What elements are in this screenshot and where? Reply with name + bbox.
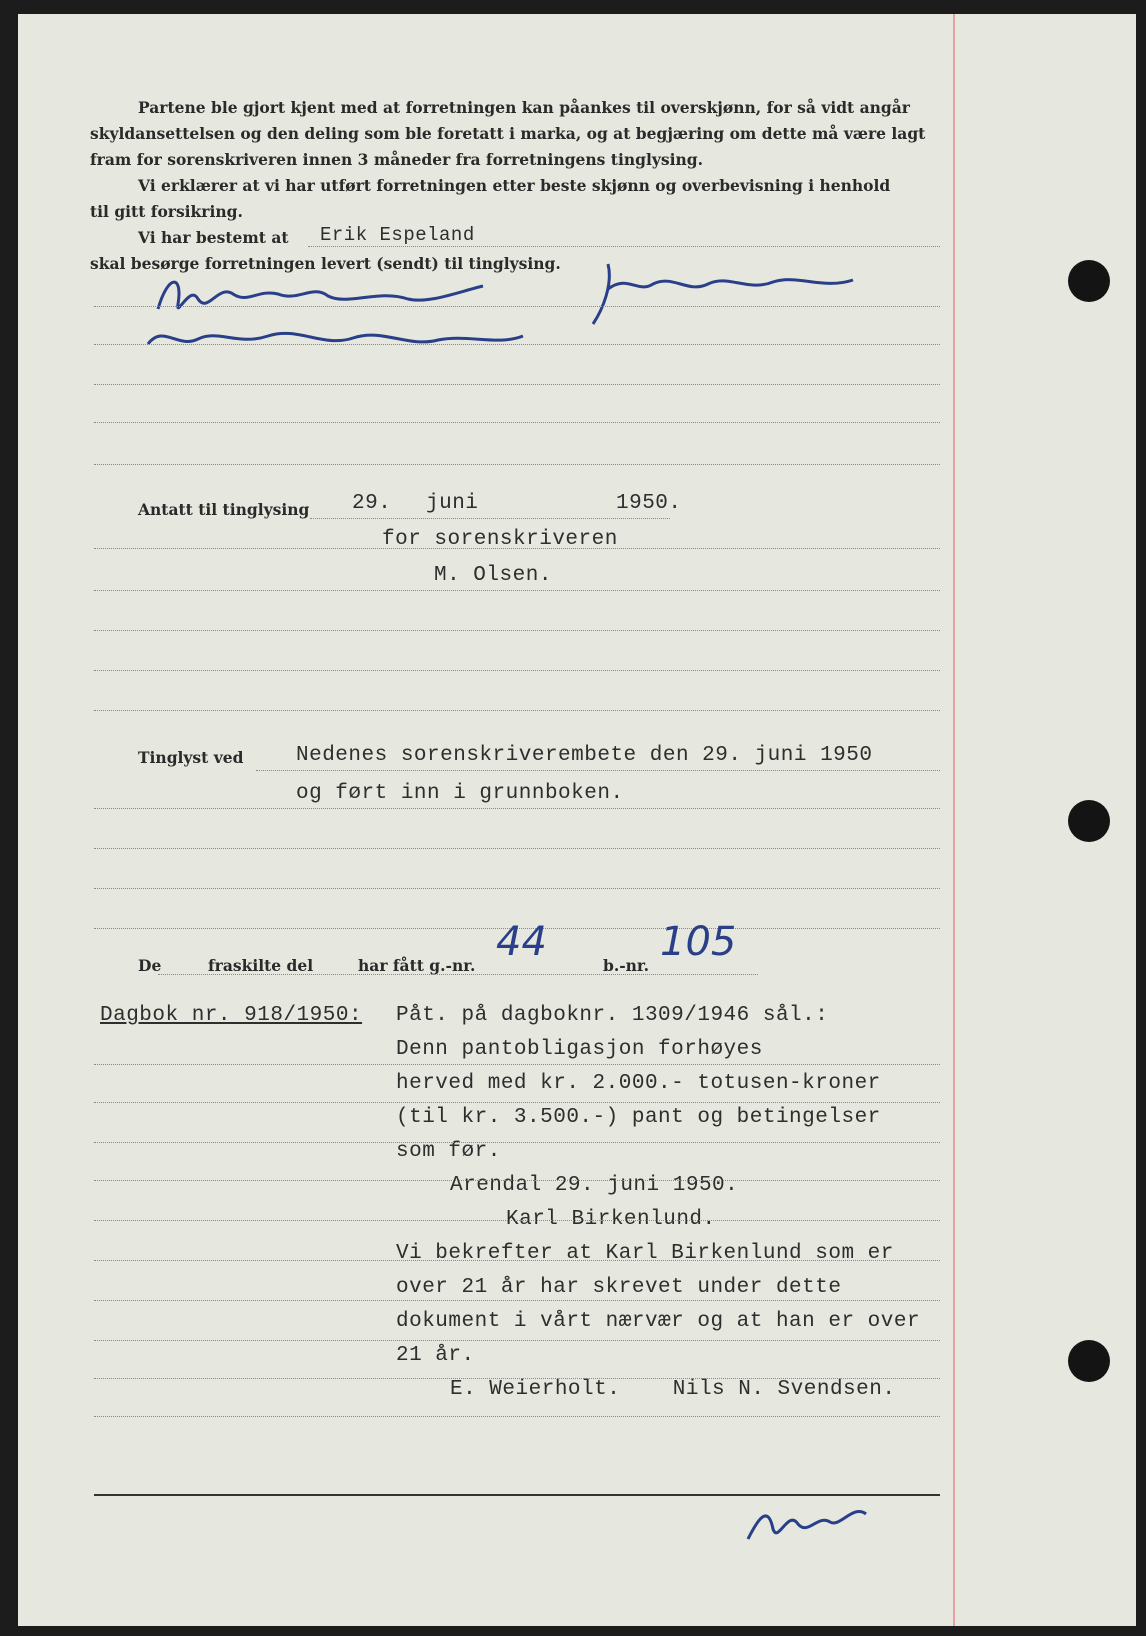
dagbok-line: Denn pantobligasjon forhøyes <box>396 1038 763 1061</box>
dotted-rule <box>94 344 940 345</box>
dotted-rule <box>94 1300 940 1301</box>
dotted-rule <box>310 518 670 519</box>
dotted-rule <box>94 306 940 307</box>
antatt-sorenskriver: for sorenskriveren <box>382 528 618 551</box>
dotted-rule <box>94 808 940 809</box>
punch-hole <box>1068 1340 1110 1382</box>
dotted-rule <box>94 422 940 423</box>
dagbok-label: Dagbok nr. 918/1950: <box>100 1004 363 1027</box>
antatt-month: juni <box>426 492 479 515</box>
dotted-rule <box>94 630 940 631</box>
document-page <box>18 14 1136 1626</box>
intro-line-4: Vi erklærer at vi har utført forretningen etter beste skjønn og overbevisning i henhold <box>138 176 891 195</box>
intro-line-5: til gitt forsikring. <box>90 202 243 221</box>
dagbok-line: Vi bekrefter at Karl Birkenlund som er <box>396 1242 894 1265</box>
dagbok-line: Påt. på dagboknr. 1309/1946 sål.: <box>396 1004 829 1027</box>
antatt-year: 1950. <box>616 492 682 515</box>
tinglyst-line-2: og ført inn i grunnboken. <box>296 782 624 805</box>
dotted-rule <box>94 548 940 549</box>
dagbok-line: (til kr. 3.500.-) pant og betingelser <box>396 1106 881 1129</box>
dotted-rule <box>94 1180 940 1181</box>
dotted-rule <box>94 1142 940 1143</box>
gnr-value: 44 <box>496 919 547 965</box>
dotted-rule <box>308 246 940 247</box>
responsible-name: Erik Espeland <box>320 224 475 246</box>
dagbok-line: over 21 år har skrevet under dette <box>396 1276 842 1299</box>
antatt-day: 29. <box>352 492 392 515</box>
punch-hole <box>1068 800 1110 842</box>
dotted-rule <box>94 888 940 889</box>
dotted-rule <box>256 770 940 771</box>
dotted-rule <box>94 1378 940 1379</box>
tinglyst-line-1: Nedenes sorenskriverembete den 29. juni 1950 <box>296 744 873 767</box>
dotted-rule <box>94 590 940 591</box>
fraskilte-de: De <box>138 956 162 975</box>
dotted-rule <box>94 710 940 711</box>
dotted-rule <box>94 670 940 671</box>
signature-espeland-christensen <box>138 264 558 364</box>
intro-line-3: fram for sorenskriveren innen 3 måneder fra forretningens tinglysing. <box>90 150 703 169</box>
intro-line-7: skal besørge forretningen levert (sendt) til tinglysing. <box>90 254 561 273</box>
antatt-signature: M. Olsen. <box>434 564 552 587</box>
signature-rasmussen <box>578 254 878 334</box>
dagbok-line: Arendal 29. juni 1950. <box>450 1174 739 1197</box>
dotted-rule <box>94 1416 940 1417</box>
fraskilte-del: fraskilte del <box>208 956 314 975</box>
dagbok-line: som før. <box>396 1140 501 1163</box>
dotted-rule <box>94 848 940 849</box>
dotted-rule <box>158 974 758 975</box>
dagbok-line: 21 år. <box>396 1344 475 1367</box>
dotted-rule <box>94 1260 940 1261</box>
dagbok-line: dokument i vårt nærvær og at han er over <box>396 1310 921 1333</box>
initials-signature <box>738 1484 878 1554</box>
dagbok-line: herved med kr. 2.000.- totusen-kroner <box>396 1072 881 1095</box>
fraskilte-bnr-label: b.-nr. <box>603 956 650 975</box>
antatt-label: Antatt til tinglysing <box>138 500 310 519</box>
dagbok-line: E. Weierholt. Nils N. Svendsen. <box>450 1378 896 1401</box>
intro-line-2: skyldansettelsen og den deling som ble foretatt i marka, og at begjæring om dette må være lagt <box>90 124 926 143</box>
bnr-value: 105 <box>660 919 737 965</box>
dotted-rule <box>94 1064 940 1065</box>
dotted-rule <box>94 1220 940 1221</box>
tinglyst-label: Tinglyst ved <box>138 748 244 767</box>
dagbok-line: Karl Birkenlund. <box>506 1208 716 1231</box>
dotted-rule <box>94 464 940 465</box>
intro-line-6-prefix: Vi har bestemt at <box>138 228 289 247</box>
dotted-rule <box>94 384 940 385</box>
intro-line-1: Partene ble gjort kjent med at forretningen kan påankes til overskjønn, for så vidt angår <box>138 98 910 117</box>
margin-line <box>953 14 955 1626</box>
dotted-rule <box>94 1102 940 1103</box>
fraskilte-gnr-label: har fått g.-nr. <box>358 956 476 975</box>
dotted-rule <box>94 1340 940 1341</box>
punch-hole <box>1068 260 1110 302</box>
